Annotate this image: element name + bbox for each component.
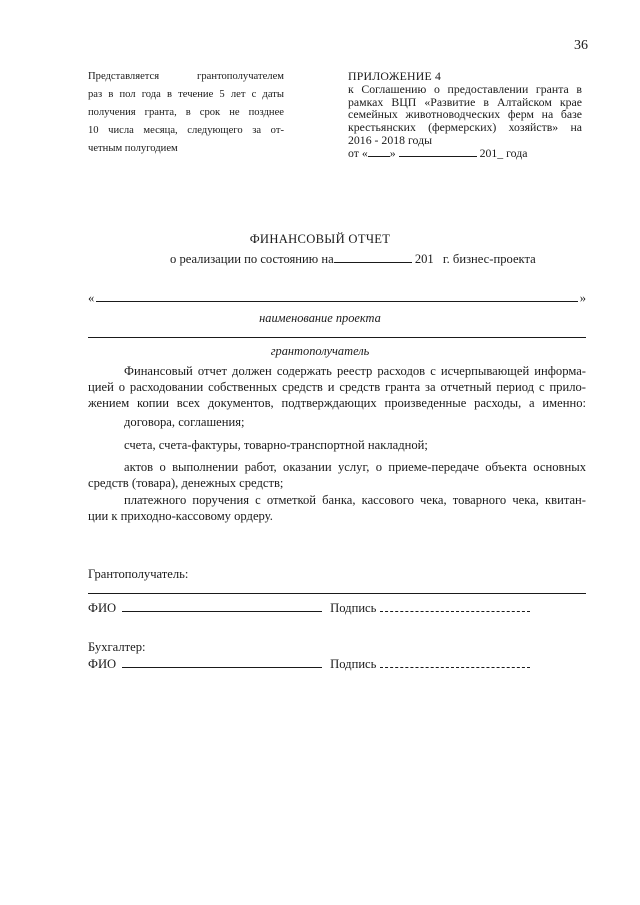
- appendix-line: крестьянских (фермерских) хозяйств» на: [348, 120, 582, 135]
- subtitle-prefix: о реализации по состоянию на: [170, 252, 334, 266]
- accountant-sign-field[interactable]: [380, 658, 530, 668]
- project-name-caption: наименование проекта: [259, 311, 381, 325]
- subtitle-year: 201: [414, 252, 434, 266]
- report-subtitle: [170, 252, 536, 267]
- recipient-signature-rule: [88, 593, 586, 594]
- date-prefix: от «: [348, 145, 368, 160]
- submission-note-line: четным полугодием: [88, 143, 178, 154]
- list-item-text: ции к приходно-кассовому ордеру.: [88, 509, 273, 523]
- project-name-field[interactable]: [88, 291, 586, 307]
- list-item: [88, 414, 586, 430]
- accountant-signature-row: [88, 657, 530, 672]
- page-number: 36: [574, 38, 588, 53]
- intro-line: цией о расходовании собственных средств и средств гранта за отчетный период с прило-: [88, 380, 586, 394]
- date-month-blank[interactable]: [399, 147, 477, 157]
- intro-line: Финансовый отчет должен содержать реестр расходов с исчерпывающей информа-: [124, 364, 586, 378]
- list-item: [88, 437, 586, 453]
- subtitle-suffix: г. бизнес-проекта: [442, 252, 536, 266]
- recipient-sign-field[interactable]: [380, 602, 530, 612]
- list-item-text: платежного поручения с отметкой банка, кассового чека, товарного чека, квитан-: [124, 493, 586, 507]
- list-item-text: счета, счета-фактуры, товарно-транспортной накладной;: [124, 438, 428, 452]
- fio-label: ФИО: [88, 657, 117, 671]
- report-title: ФИНАНСОВЫЙ ОТЧЕТ: [249, 232, 391, 246]
- list-item-text: договора, соглашения;: [124, 415, 245, 429]
- close-quote: »: [579, 291, 586, 305]
- appendix-line: рамках ВЦП «Развитие в Алтайском крае: [348, 94, 582, 109]
- date-year: 201_ года: [479, 145, 528, 160]
- submission-note: [88, 68, 284, 158]
- submission-note-line: 10 числа месяца, следующего за от-: [88, 125, 284, 136]
- submission-note-line: раз в пол года в течение 5 лет с даты: [88, 89, 284, 100]
- appendix-title: ПРИЛОЖЕНИЕ 4: [348, 69, 442, 83]
- appendix-line: 2016 - 2018 годы: [348, 132, 432, 147]
- sign-label: Подпись: [330, 601, 377, 615]
- fio-label: ФИО: [88, 601, 117, 615]
- recipient-fio-field[interactable]: [122, 602, 322, 612]
- recipient-caption: грантополучатель: [270, 344, 370, 358]
- appendix-line: к Соглашению о предоставлении гранта в: [348, 81, 582, 96]
- appendix-block: [348, 70, 582, 160]
- recipient-name-field[interactable]: [88, 337, 586, 338]
- intro-paragraph: [88, 363, 586, 411]
- recipient-signature-row: [88, 601, 530, 616]
- open-quote: «: [88, 291, 95, 305]
- date-mid: »: [389, 145, 396, 160]
- recipient-label: Грантополучатель:: [88, 567, 189, 581]
- accountant-label: Бухгалтер:: [88, 640, 146, 654]
- date-day-blank[interactable]: [368, 147, 390, 157]
- list-item: [88, 459, 586, 491]
- list-item-text: средств (товара), денежных средств;: [88, 476, 284, 490]
- submission-note-line: Представляется грантополучателем: [88, 71, 284, 82]
- submission-note-line: получения гранта, в срок не позднее: [88, 107, 284, 118]
- project-name-rule: [96, 301, 578, 302]
- appendix-date: [348, 147, 582, 160]
- intro-line: жением копии всех документов, подтверждающих произведенные расходы, а именно:: [88, 396, 586, 410]
- list-item-text: актов о выполнении работ, оказании услуг, о приеме-передаче объекта основных: [124, 460, 586, 474]
- list-item: [88, 492, 586, 524]
- accountant-fio-field[interactable]: [122, 658, 322, 668]
- report-date-blank[interactable]: [334, 253, 412, 263]
- appendix-line: семейных животноводческих ферм на базе: [348, 107, 582, 122]
- sign-label: Подпись: [330, 657, 377, 671]
